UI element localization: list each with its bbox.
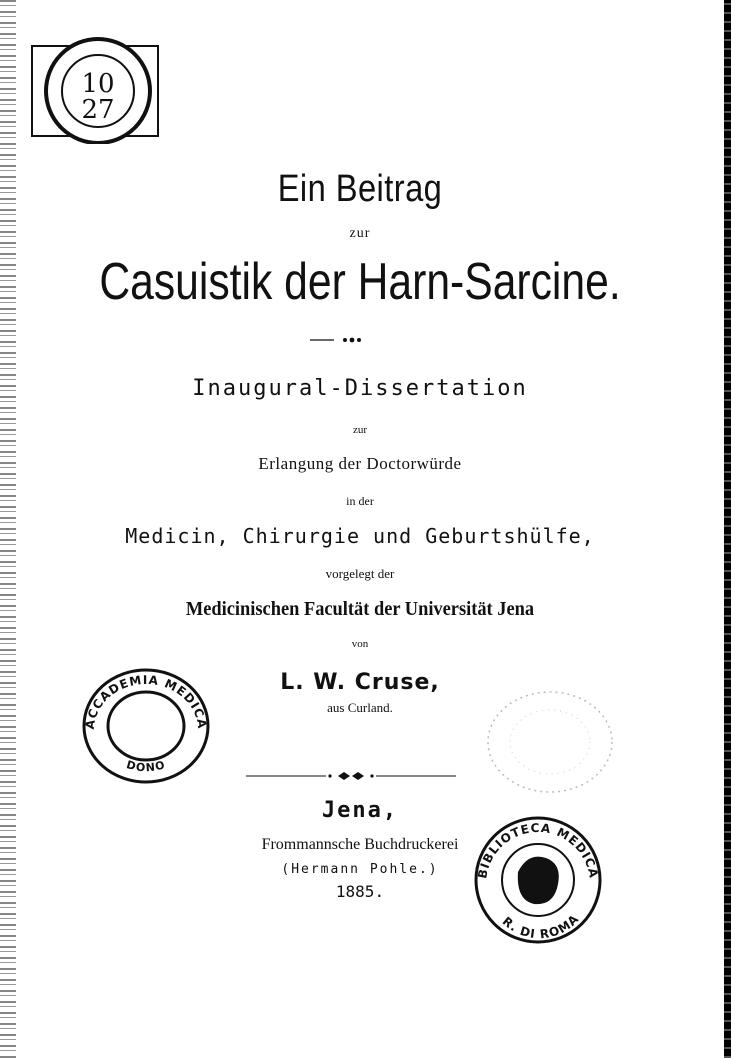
dissertation-purpose: Erlangung der Doctorwürde (258, 454, 462, 473)
author-name: L. W. Cruse, (280, 670, 440, 695)
stamp-number-bottom: 27 (81, 95, 115, 125)
dissertation-von: von (351, 638, 369, 650)
main-title: Casuistik der Harn-Sarcine. (99, 253, 621, 311)
imprint-city: Jena, (321, 798, 399, 823)
dissertation-zur: zur (352, 424, 368, 436)
library-stamp-top-left (28, 34, 168, 144)
scan-left-edge (0, 0, 16, 1058)
stamp2-ring-bottom-text: R. DI ROMA (499, 911, 582, 942)
biblioteca-medica-stamp (470, 812, 610, 952)
faculty-name: Medicinischen Facultät der Universität Jena (185, 598, 535, 620)
scan-right-edge (724, 0, 731, 1058)
dissertation-in-der: in der (346, 494, 374, 508)
dissertation-vorgelegt: vorgelegt der (325, 566, 395, 581)
dissertation-heading: Inaugural-Dissertation (192, 376, 528, 401)
stamp-ring-text: ACCADEMIA MEDICA (82, 672, 210, 731)
imprint-printer-owner: (Hermann Pohle.) (281, 862, 439, 877)
ornament-rule-top (0, 332, 731, 348)
imprint-year: 1885. (335, 882, 385, 901)
ornament-rule-bottom (0, 768, 731, 784)
stamp-number-top: 10 (81, 69, 115, 99)
stamp-ring-bottom-text: DONO (124, 758, 168, 775)
title-line-1: Ein Beitrag (277, 168, 443, 210)
imprint-printer: Frommannsche Buchdruckerei (261, 836, 459, 853)
title-line-2: zur (349, 226, 371, 241)
author-origin: aus Curland. (327, 700, 393, 715)
faint-stamp-right (470, 684, 620, 804)
stamp2-ring-text: BIBLIOTECA MEDICA (475, 820, 601, 880)
dissertation-fields: Medicin, Chirurgie und Geburtshülfe, (125, 524, 595, 548)
